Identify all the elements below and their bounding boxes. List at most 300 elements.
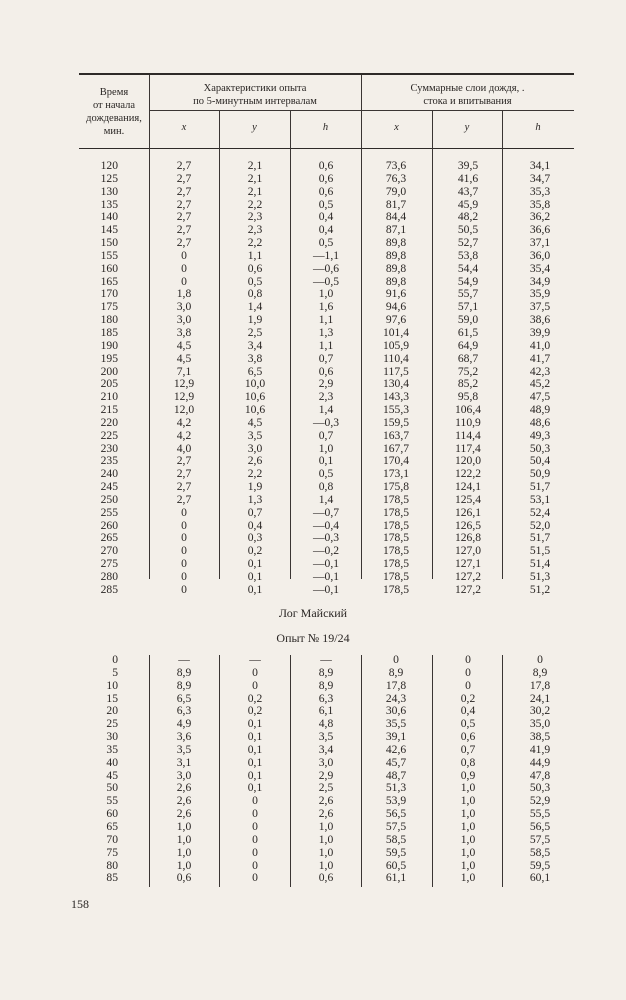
table-cell: 170,4 <box>382 454 410 468</box>
table-cell: 3,4 <box>247 338 263 352</box>
table-cell: 125 <box>100 171 118 185</box>
table-cell: 12,9 <box>173 377 195 391</box>
table-cell: 2,7 <box>176 492 192 506</box>
table-cell: 135 <box>100 197 118 211</box>
table-cell: 126,1 <box>454 505 482 519</box>
header-line: дождевания, <box>86 113 142 124</box>
table-cell: 0,5 <box>460 717 476 731</box>
y-sum-column <box>448 654 488 885</box>
col-divider <box>219 110 220 579</box>
table-cell: 124,1 <box>454 480 482 494</box>
table-cell: 1,0 <box>460 832 476 846</box>
table-cell: 8,9 <box>318 665 334 679</box>
table-cell: —0,1 <box>312 570 340 583</box>
table-cell: 47,8 <box>529 768 551 782</box>
table-cell: 1,4 <box>318 492 334 506</box>
table-cell: 0 <box>252 871 258 885</box>
table-cell: 76,3 <box>385 171 407 185</box>
table-cell: 0,8 <box>247 287 263 301</box>
table-cell: 34,7 <box>529 171 551 185</box>
table-cell: 36,0 <box>529 248 551 262</box>
table-cell: 1,3 <box>318 325 334 339</box>
table-cell: 65 <box>106 819 118 833</box>
table-cell: 2,5 <box>247 325 263 339</box>
table-cell: 35,3 <box>529 184 551 198</box>
table-cell: 41,6 <box>457 171 479 185</box>
table-cell: 0,2 <box>247 691 263 705</box>
table-cell: 57,5 <box>529 832 551 846</box>
table-cell: 30,2 <box>529 704 551 718</box>
h-sum-column <box>520 654 560 885</box>
table-cell: 178,5 <box>382 531 410 545</box>
table-cell: 3,0 <box>176 300 192 314</box>
col-divider <box>290 110 291 579</box>
table-cell: 130,4 <box>382 377 410 391</box>
table-cell: 0 <box>465 665 471 679</box>
header-line: от начала <box>92 100 136 111</box>
table-cell: —1,1 <box>312 248 340 262</box>
table-cell: 255 <box>100 505 118 519</box>
table-cell: 0 <box>393 653 399 666</box>
table-cell: 2,7 <box>176 171 192 185</box>
table-cell: 38,6 <box>529 313 551 327</box>
table-cell: 2,1 <box>247 171 263 185</box>
table-cell: — <box>178 653 190 666</box>
y-column <box>235 160 275 597</box>
table-cell: 127,2 <box>454 570 482 583</box>
table-cell: 178,5 <box>382 505 410 519</box>
table-cell: 79,0 <box>385 184 407 198</box>
table-cell: 89,8 <box>385 261 407 275</box>
table-cell: 0 <box>181 531 187 545</box>
table-cell: 195 <box>100 351 118 365</box>
table-cell: 25 <box>106 717 118 731</box>
table-cell: 12,9 <box>173 390 195 404</box>
table-cell: 1,0 <box>318 858 334 872</box>
table-cell: 41,0 <box>529 338 551 352</box>
table-cell: 2,6 <box>176 781 192 795</box>
table-cell: 0 <box>181 570 187 583</box>
table-cell: 61,5 <box>457 325 479 339</box>
page-number: 158 <box>71 897 89 911</box>
table-cell: 2,7 <box>176 454 192 468</box>
table-cell: 50,3 <box>529 441 551 455</box>
table-cell: 130 <box>100 184 118 198</box>
table-cell: 3,1 <box>176 755 192 769</box>
table-cell: 35 <box>106 742 118 756</box>
table-cell: 57,1 <box>457 300 479 314</box>
table-cell: 250 <box>100 492 118 506</box>
table-cell: 165 <box>100 274 118 288</box>
table-cell: 50,5 <box>457 223 479 237</box>
table-cell: 220 <box>100 415 118 429</box>
table-cell: 4,5 <box>176 338 192 352</box>
table-cell: 230 <box>100 441 118 455</box>
experiment-number: Опыт № 19/24 <box>276 631 350 645</box>
table-cell: 1,0 <box>460 781 476 795</box>
table-cell: 60,5 <box>385 858 407 872</box>
table-cell: 2,6 <box>176 794 192 808</box>
table-cell: 106,4 <box>454 403 482 417</box>
table-cell: 17,8 <box>529 678 551 692</box>
table-cell: 56,5 <box>385 807 407 821</box>
table-cell: 2,6 <box>176 807 192 821</box>
table-cell: 6,3 <box>318 691 334 705</box>
y-sum-column <box>448 160 488 597</box>
table-cell: 2,2 <box>247 236 263 250</box>
table-cell: 0,1 <box>247 755 263 769</box>
table-cell: 0,6 <box>247 261 263 275</box>
table-cell: 4,2 <box>176 428 192 442</box>
table-top-rule <box>79 73 574 75</box>
table-cell: 41,7 <box>529 351 551 365</box>
table-cell: 117,4 <box>455 441 481 455</box>
table-cell: 37,1 <box>529 236 551 250</box>
table-cell: 35,9 <box>529 287 551 301</box>
table-cell: 101,4 <box>382 325 410 339</box>
table-cell: 0,2 <box>247 544 263 558</box>
table-cell: 120 <box>100 159 118 172</box>
table-cell: 87,1 <box>385 223 407 237</box>
table-cell: 2,3 <box>247 210 263 224</box>
table-cell: 54,4 <box>457 261 479 275</box>
table-cell: 50,4 <box>529 454 551 468</box>
table-cell: 2,2 <box>247 197 263 211</box>
table-cell: 12,0 <box>173 403 195 417</box>
table-cell: 4,5 <box>176 351 192 365</box>
table-cell: 140 <box>100 210 118 224</box>
table-cell: 84,4 <box>385 210 407 224</box>
table-cell: 3,8 <box>247 351 263 365</box>
table-cell: 0,1 <box>247 557 263 571</box>
table-cell: 126,5 <box>454 518 482 532</box>
table-cell: 3,5 <box>176 742 192 756</box>
table-cell: 49,3 <box>529 428 551 442</box>
table-cell: 2,7 <box>176 467 192 481</box>
col-divider <box>361 655 362 887</box>
table-cell: 52,4 <box>529 505 551 519</box>
table-cell: 2,5 <box>318 781 334 795</box>
table-cell: 0,1 <box>247 717 263 731</box>
x-column <box>164 654 204 885</box>
table-cell: 10,6 <box>244 390 266 404</box>
table-cell: 36,6 <box>529 223 551 237</box>
table-cell: 235 <box>100 454 118 468</box>
col-divider <box>502 655 503 887</box>
table-cell: 0,8 <box>318 480 334 494</box>
table-cell: 275 <box>100 557 118 571</box>
table-cell: 190 <box>100 338 118 352</box>
table-cell: 0,3 <box>247 531 263 545</box>
table-cell: 180 <box>100 313 118 327</box>
table-cell: 47,5 <box>529 390 551 404</box>
col-divider <box>502 110 503 579</box>
table-cell: 150 <box>100 236 118 250</box>
time-column-header <box>79 86 149 138</box>
x-sum-column <box>376 654 416 885</box>
table-cell: 35,4 <box>529 261 551 275</box>
y-column <box>235 654 275 885</box>
table-cell: 40 <box>106 755 118 769</box>
table-cell: 51,3 <box>529 570 551 583</box>
table-cell: 53,8 <box>457 248 479 262</box>
table-cell: 8,9 <box>388 665 404 679</box>
table-cell: 1,0 <box>318 845 334 859</box>
table-cell: 68,7 <box>457 351 479 365</box>
table-cell: —0,4 <box>312 518 340 532</box>
header-bottom-rule <box>79 148 574 149</box>
table-cell: 94,6 <box>385 300 407 314</box>
table-cell: 155,3 <box>382 403 410 417</box>
table-cell: 210 <box>100 390 118 404</box>
table-cell: 97,6 <box>385 313 407 327</box>
table-cell: 45 <box>106 768 118 782</box>
table-cell: 42,6 <box>385 742 407 756</box>
var-h-header: h <box>322 122 329 133</box>
table-cell: 85 <box>106 871 118 885</box>
table-cell: 126,8 <box>454 531 482 545</box>
table-cell: 0 <box>252 678 258 692</box>
table-cell: 42,3 <box>529 364 551 378</box>
table-cell: —0,6 <box>312 261 340 275</box>
table-cell: 4,5 <box>247 415 263 429</box>
table-cell: 61,1 <box>385 871 407 885</box>
table-cell: 59,0 <box>457 313 479 327</box>
table-cell: 0,7 <box>318 351 334 365</box>
table-cell: 51,3 <box>385 781 407 795</box>
table-cell: 30 <box>106 730 118 744</box>
table-cell: 1,0 <box>318 832 334 846</box>
table-cell: 0,1 <box>247 768 263 782</box>
table-cell: 3,0 <box>176 768 192 782</box>
var-y-sum-header: y <box>464 122 470 133</box>
table-cell: 0,6 <box>460 730 476 744</box>
table-cell: —0,7 <box>312 505 340 519</box>
table-cell: 120,0 <box>454 454 482 468</box>
table-cell: 3,8 <box>176 325 192 339</box>
table-cell: 52,9 <box>529 794 551 808</box>
table-cell: 0,1 <box>247 781 263 795</box>
table-cell: 0,4 <box>318 210 334 224</box>
table-cell: 0 <box>537 653 543 666</box>
table-cell: 3,0 <box>318 755 334 769</box>
table-cell: 20 <box>106 704 118 718</box>
table-cell: 4,9 <box>176 717 192 731</box>
table-cell: 55,7 <box>457 287 479 301</box>
table-cell: 265 <box>100 531 118 545</box>
table-cell: 35,8 <box>529 197 551 211</box>
table-cell: 143,3 <box>382 390 410 404</box>
table-cell: 0,5 <box>318 197 334 211</box>
col-divider <box>149 75 150 579</box>
table-cell: 0 <box>181 518 187 532</box>
table-cell: 52,7 <box>457 236 479 250</box>
table-cell: 0,1 <box>247 742 263 756</box>
time-column <box>88 654 118 885</box>
table-cell: 15 <box>106 691 118 705</box>
table-cell: 43,7 <box>457 184 479 198</box>
table-cell: 1,4 <box>318 403 334 417</box>
table-cell: 0,6 <box>318 364 334 378</box>
table-cell: 91,6 <box>385 287 407 301</box>
table-cell: 2,6 <box>247 454 263 468</box>
table-cell: 60 <box>106 807 118 821</box>
table-cell: 0,9 <box>460 768 476 782</box>
table-cell: 80 <box>106 858 118 872</box>
table-cell: 175,8 <box>382 480 410 494</box>
table-cell: 55,5 <box>529 807 551 821</box>
table-cell: 127,1 <box>454 557 482 571</box>
table-cell: 114,4 <box>455 428 481 442</box>
table-cell: 170 <box>100 287 118 301</box>
h-column <box>306 160 346 597</box>
table-cell: 50 <box>106 781 118 795</box>
table-cell: 53,9 <box>385 794 407 808</box>
table-cell: —0,2 <box>312 544 340 558</box>
table-cell: 3,4 <box>318 742 334 756</box>
table-cell: 55 <box>106 794 118 808</box>
table-cell: 1,0 <box>460 845 476 859</box>
table-cell: 0,1 <box>318 454 334 468</box>
table-cell: 48,7 <box>385 768 407 782</box>
table-cell: 0,6 <box>318 184 334 198</box>
table-cell: 163,7 <box>382 428 410 442</box>
table-cell: 2,7 <box>176 223 192 237</box>
table-cell: 50,9 <box>529 467 551 481</box>
table-cell: 160 <box>100 261 118 275</box>
table-cell: 35,0 <box>529 717 551 731</box>
table-cell: 105,9 <box>382 338 410 352</box>
table-cell: 280 <box>100 570 118 583</box>
table-cell: 52,0 <box>529 518 551 532</box>
table-cell: —0,3 <box>312 415 340 429</box>
section-title: Лог Майский <box>278 606 348 620</box>
table-cell: 3,6 <box>176 730 192 744</box>
table-cell: 2,1 <box>247 159 263 172</box>
table-cell: 37,5 <box>529 300 551 314</box>
table-cell: 58,5 <box>385 832 407 846</box>
table-cell: 0 <box>252 665 258 679</box>
table-cell: 45,9 <box>457 197 479 211</box>
table-cell: 1,0 <box>318 287 334 301</box>
table-cell: 0,1 <box>247 570 263 583</box>
table-cell: 1,9 <box>247 313 263 327</box>
group1-header <box>149 82 361 108</box>
table-cell: 10,6 <box>244 403 266 417</box>
h-column <box>306 654 346 885</box>
table-cell: 127,0 <box>454 544 482 558</box>
table-cell: 178,5 <box>382 557 410 571</box>
var-h-sum-header: h <box>535 122 541 133</box>
table-cell: 0,6 <box>318 871 334 885</box>
table-cell: 1,9 <box>247 480 263 494</box>
table-cell: 0,8 <box>460 755 476 769</box>
table-cell: 0,1 <box>247 582 263 596</box>
table-cell: — <box>249 653 261 666</box>
table-cell: 205 <box>100 377 118 391</box>
col-divider <box>290 655 291 887</box>
table-cell: 1,0 <box>460 807 476 821</box>
table-cell: 1,8 <box>176 287 192 301</box>
table-cell: 185 <box>100 325 118 339</box>
table-cell: 60,1 <box>529 871 551 885</box>
table-cell: 0 <box>112 653 118 666</box>
table-cell: 3,0 <box>176 313 192 327</box>
header-line: Суммарные слои дождя, . <box>410 83 525 94</box>
table-cell: 2,6 <box>318 807 334 821</box>
table-cell: 260 <box>100 518 118 532</box>
table-cell: 0 <box>181 557 187 571</box>
table-cell: 54,9 <box>457 274 479 288</box>
col-divider <box>432 655 433 887</box>
table-cell: 81,7 <box>385 197 407 211</box>
table-cell: 1,1 <box>318 338 334 352</box>
table-cell: 240 <box>100 467 118 481</box>
table-cell: 0,4 <box>460 704 476 718</box>
table-cell: 1,0 <box>460 858 476 872</box>
table-cell: 175 <box>100 300 118 314</box>
table-cell: 200 <box>100 364 118 378</box>
table-cell: 53,1 <box>529 492 551 506</box>
group-header-rule <box>149 110 574 111</box>
header-line: Характеристики опыта <box>203 83 307 94</box>
table-cell: 178,5 <box>382 492 410 506</box>
table-cell: 2,7 <box>176 184 192 198</box>
table-cell: 24,3 <box>385 691 407 705</box>
table-cell: 70 <box>106 832 118 846</box>
table-cell: 1,6 <box>318 300 334 314</box>
table-cell: 1,0 <box>460 819 476 833</box>
table-cell: 1,1 <box>247 248 263 262</box>
header-line: по 5-минутным интервалам <box>193 96 317 107</box>
table-cell: 2,2 <box>247 467 263 481</box>
time-column <box>88 160 118 597</box>
table-cell: 10 <box>106 678 118 692</box>
header-line: мин. <box>103 126 125 137</box>
var-y-header: y <box>252 122 257 133</box>
col-divider <box>149 655 150 887</box>
table-cell: 6,1 <box>318 704 334 718</box>
table-cell: 24,1 <box>529 691 551 705</box>
table-cell: 1,0 <box>176 819 192 833</box>
table-cell: 1,0 <box>460 871 476 885</box>
table-cell: 0,4 <box>247 518 263 532</box>
col-divider <box>361 75 362 579</box>
table-cell: 0 <box>252 819 258 833</box>
table-cell: 8,9 <box>176 678 192 692</box>
table-cell: 51,2 <box>529 582 551 596</box>
table-cell: 59,5 <box>529 858 551 872</box>
table-cell: 39,9 <box>529 325 551 339</box>
table-cell: 167,7 <box>382 441 410 455</box>
table-cell: 85,2 <box>457 377 479 391</box>
table-cell: 2,7 <box>176 236 192 250</box>
var-x-header: x <box>181 122 187 133</box>
table-cell: 30,6 <box>385 704 407 718</box>
table-cell: 145 <box>100 223 118 237</box>
table-cell: 0 <box>252 845 258 859</box>
table-cell: 0,5 <box>318 467 334 481</box>
table-cell: 225 <box>100 428 118 442</box>
table-cell: 0,7 <box>460 742 476 756</box>
table-cell: 36,2 <box>529 210 551 224</box>
table-cell: 41,9 <box>529 742 551 756</box>
table-cell: 2,7 <box>176 480 192 494</box>
header-line: стока и впитывания <box>423 96 512 107</box>
table-cell: 0,5 <box>247 274 263 288</box>
table-cell: 1,0 <box>460 794 476 808</box>
table-cell: 0,6 <box>318 159 334 172</box>
